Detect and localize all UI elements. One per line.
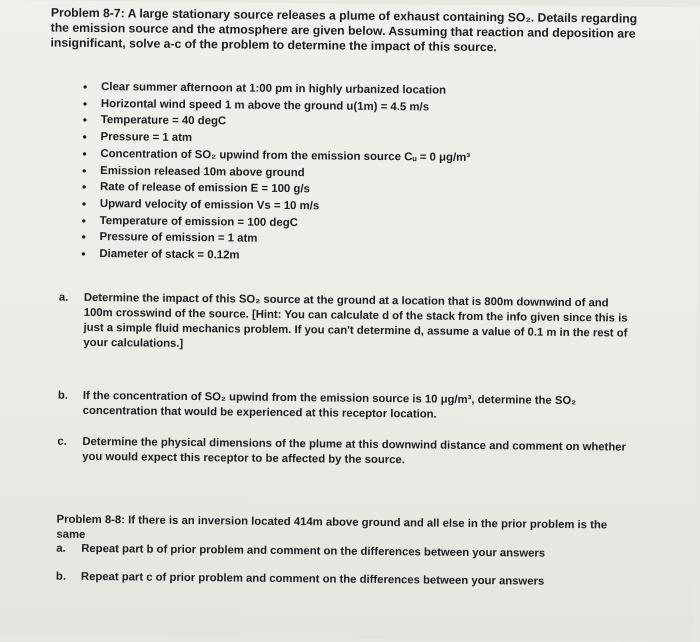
problem-8-7-heading: Problem 8-7: A large stationary source releases a plume of exhaust containing SO₂. Details regarding the emission source and the atmosphere are given below. Assuming that reaction and deposition are insignificant, solve a-c of the problem to determine the impact of this source. [50,5,638,55]
p88-part-a-text: Repeat part b of prior problem and comment on the differences between your answers [81,542,546,560]
problem-8-8-heading: Problem 8-8: If there is an inversion located 414m above ground and all else in the prior problem is the same [56,513,608,541]
problem-8-8-part-b [56,570,631,591]
detail-item: • Pressure of emission = 1 atm [81,229,469,250]
detail-item: • Temperature of emission = 100 degC [82,212,470,233]
source-details-list [81,79,471,267]
part-c-letter: c. [57,435,67,448]
detail-item: • Diameter of stack = 0.12m [81,246,469,267]
part-b-letter: b. [57,389,68,402]
part-a-letter: a. [58,291,69,304]
p88-part-b-letter: b. [55,570,67,583]
part-c [57,435,632,471]
part-b [58,389,633,425]
part-a [58,291,634,357]
part-a-text: Determine the impact of this SO₂ source at the ground at a location that is 800m downwind of and 100m crosswind of the source. [Hint: You can calculate d of the stack from the info given since this is just a simple fluid mechanics problem. If you can't determine d, assume a value of 0.1 m in the rest of your calculations.] [83,291,628,350]
detail-item: • Upward velocity of emission Vs = 10 m/s [82,196,470,217]
detail-item: • Horizontal wind speed 1 m above the ground u(1m) = 4.5 m/s [83,96,471,117]
detail-item: • Emission released 10m above ground [82,162,470,183]
part-c-text: Determine the physical dimensions of the plume at this downwind distance and comment on whether you would expect this receptor to be affected by the source. [82,435,627,467]
detail-item: • Rate of release of emission E = 100 g/s [82,179,470,200]
part-b-text: If the concentration of SO₂ upwind from the emission source is 10 μg/m³, determine the SO₂ concentration that would be experienced at this receptor location. [82,389,577,421]
detail-item: • Concentration of SO₂ upwind from the emission source Cᵤ = 0 μg/m³ [82,146,470,167]
detail-item: • Pressure = 1 atm [82,129,470,150]
p88-part-b-text: Repeat part c of prior problem and comment on the differences between your answers [80,570,545,588]
p88-part-a-letter: a. [56,542,66,555]
detail-item: • Temperature = 40 degC [83,112,471,133]
detail-item: • Clear summer afternoon at 1:00 pm in highly urbanized location [83,79,471,100]
